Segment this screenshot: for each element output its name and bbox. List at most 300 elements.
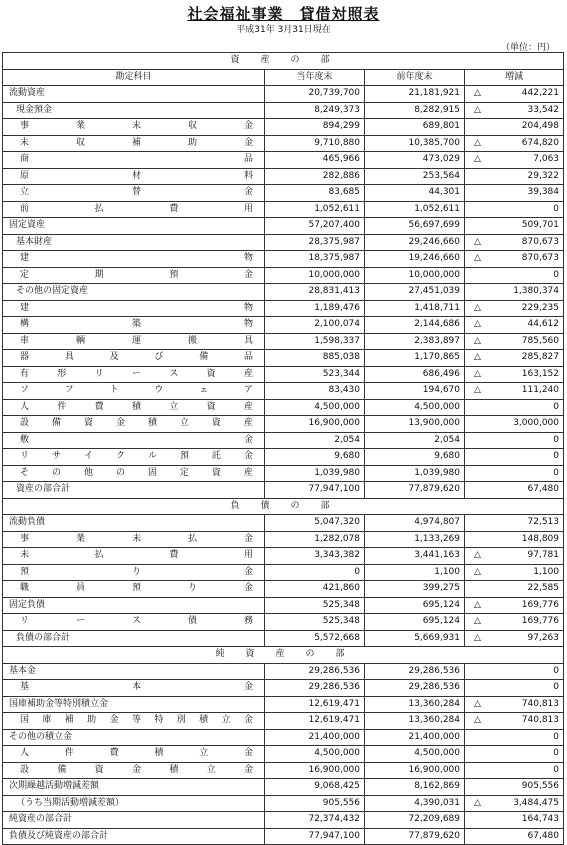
account-name-char: 費: [169, 550, 179, 561]
change-value: 0: [553, 748, 560, 759]
change-value-cell: [465, 366, 564, 383]
change-value-cell: [465, 119, 564, 136]
account-name: 基本財産: [16, 236, 53, 247]
account-name-cell: [3, 300, 265, 317]
account-name-char: 払: [187, 533, 197, 544]
account-name-cell: [3, 317, 265, 334]
change-value-cell: [465, 449, 564, 466]
negative-mark: △: [474, 154, 481, 165]
change-value: 0: [553, 401, 560, 412]
account-name-char: 期: [94, 269, 104, 280]
previous-value: 9,680: [365, 449, 465, 466]
change-value: 0: [553, 269, 560, 280]
table-row: [3, 779, 564, 796]
table-row: [3, 696, 564, 713]
table-row: [3, 482, 564, 499]
change-value: 442,221: [521, 88, 560, 99]
negative-mark: △: [474, 632, 481, 643]
column-header-change: 増減: [465, 69, 564, 86]
current-value: 4,500,000: [265, 746, 365, 763]
account-name: [6, 763, 261, 778]
change-value: 3,000,000: [513, 418, 560, 429]
account-name-cell: [3, 630, 265, 647]
account-name-char: 金: [243, 434, 253, 445]
change-value-cell: [465, 828, 564, 845]
current-value: 4,500,000: [265, 399, 365, 416]
table-row: [3, 795, 564, 812]
account-name: 現金預金: [16, 104, 53, 115]
account-name-cell: [3, 284, 265, 301]
account-name: [6, 334, 261, 349]
account-name-char: 収: [187, 121, 197, 132]
account-name: [6, 713, 261, 728]
account-name-char: の: [51, 467, 61, 478]
current-value: 885,038: [265, 350, 365, 367]
previous-value: 13,360,284: [365, 696, 465, 713]
account-name-char: 用: [243, 203, 253, 214]
table-row: [3, 680, 564, 697]
current-value: 1,282,078: [265, 531, 365, 548]
account-name-char: 預: [131, 583, 141, 594]
change-value-cell: [465, 729, 564, 746]
table-row: [3, 102, 564, 119]
change-value: 0: [553, 731, 560, 742]
change-value: 33,542: [527, 104, 560, 115]
table-row: [3, 515, 564, 532]
change-value-cell: [465, 218, 564, 235]
current-value: 57,207,400: [265, 218, 365, 235]
current-value: 21,400,000: [265, 729, 365, 746]
change-value-cell: [465, 795, 564, 812]
account-name: [6, 367, 261, 382]
negative-mark: △: [474, 550, 481, 561]
account-name-char: 基: [20, 682, 30, 693]
current-value: 525,348: [265, 597, 365, 614]
change-value-cell: [465, 284, 564, 301]
current-value: 20,739,700: [265, 86, 365, 103]
account-name: [6, 548, 261, 563]
account-name-cell: [3, 119, 265, 136]
previous-value: 194,670: [365, 383, 465, 400]
account-name-cell: [3, 531, 265, 548]
table-row: [3, 201, 564, 218]
negative-mark: △: [474, 236, 481, 247]
account-name-char: 設: [20, 764, 30, 775]
account-name-char: 及: [109, 352, 119, 363]
change-value: 740,813: [521, 715, 560, 726]
account-name-char: 物: [243, 319, 253, 330]
account-name-char: そ: [20, 467, 30, 478]
account-name-char: 固: [147, 467, 157, 478]
account-name-char: 金: [115, 418, 125, 429]
account-name-char: 具: [243, 335, 253, 346]
change-value-cell: [465, 812, 564, 829]
change-value: 0: [553, 467, 560, 478]
change-value: 169,776: [521, 616, 560, 627]
account-name: [6, 152, 261, 167]
account-name-char: 金: [131, 764, 141, 775]
account-name-char: り: [131, 566, 141, 577]
negative-mark: △: [474, 599, 481, 610]
account-name-char: ア: [243, 385, 253, 396]
current-value: 2,100,074: [265, 317, 365, 334]
account-name: 国庫補助金等特別積立金: [9, 698, 109, 709]
current-value: 9,068,425: [265, 779, 365, 796]
account-name: 固定負債: [9, 599, 46, 610]
change-value: 204,498: [521, 121, 560, 132]
account-name: 純資産の部合計: [9, 814, 73, 825]
account-name-cell: [3, 432, 265, 449]
account-name: [6, 136, 261, 151]
account-name-cell: [3, 234, 265, 251]
current-value: 905,556: [265, 795, 365, 812]
previous-value: 21,181,921: [365, 86, 465, 103]
account-name-char: 預: [169, 269, 179, 280]
negative-mark: △: [474, 368, 481, 379]
account-name-cell: [3, 201, 265, 218]
previous-value: 13,900,000: [365, 416, 465, 433]
account-name-char: 料: [243, 170, 253, 181]
negative-mark: △: [474, 616, 481, 627]
change-value: 39,384: [527, 187, 560, 198]
section-label: 負 債 の 部: [3, 498, 564, 515]
account-name-cell: [3, 515, 265, 532]
account-name-char: ソ: [20, 385, 30, 396]
table-row: [3, 564, 564, 581]
current-value: 18,375,987: [265, 251, 365, 268]
account-name-cell: [3, 333, 265, 350]
table-row: [3, 465, 564, 482]
account-name-cell: [3, 482, 265, 499]
account-name-char: 預: [179, 451, 189, 462]
account-name-char: 構: [20, 319, 30, 330]
account-name: [6, 614, 261, 629]
table-row: [3, 399, 564, 416]
account-name-cell: [3, 185, 265, 202]
account-name: 固定資産: [9, 220, 46, 231]
account-name-char: 定: [179, 467, 189, 478]
change-value: 29,322: [527, 170, 560, 181]
change-value: 97,781: [527, 550, 560, 561]
account-name-char: 金: [243, 121, 253, 132]
account-name-char: 金: [243, 764, 253, 775]
table-row: [3, 317, 564, 334]
table-row: [3, 548, 564, 565]
change-value-cell: [465, 267, 564, 284]
account-name-char: 前: [20, 203, 30, 214]
table-row: [3, 267, 564, 284]
column-header-item: 勘定科目: [3, 69, 265, 86]
table-row: [3, 663, 564, 680]
account-name: [6, 680, 261, 695]
change-value: 97,263: [527, 632, 560, 643]
table-row: [3, 630, 564, 647]
change-value-cell: [465, 152, 564, 169]
table-row: [3, 234, 564, 251]
account-name-char: リ: [20, 451, 30, 462]
account-name: [6, 532, 261, 547]
account-name-char: 資: [206, 368, 216, 379]
negative-mark: △: [474, 797, 481, 808]
previous-value: 1,170,865: [365, 350, 465, 367]
account-name: [6, 383, 261, 398]
account-name-char: 積: [169, 764, 179, 775]
account-name-char: ス: [131, 616, 141, 627]
change-value: 0: [553, 665, 560, 676]
change-value-cell: [465, 201, 564, 218]
account-name-char: ス: [169, 368, 179, 379]
section-header: [3, 647, 564, 664]
change-value: 870,673: [521, 236, 560, 247]
previous-value: 77,879,620: [365, 482, 465, 499]
account-name-cell: [3, 812, 265, 829]
table-row: [3, 251, 564, 268]
current-value: 2,054: [265, 432, 365, 449]
account-name-char: 積: [154, 748, 164, 759]
change-value: 285,827: [521, 352, 560, 363]
change-value: 7,063: [533, 154, 560, 165]
current-value: 9,710,880: [265, 135, 365, 152]
section-label: 純 資 産 の 部: [3, 647, 564, 664]
account-name-char: 立: [169, 401, 179, 412]
previous-value: 13,360,284: [365, 713, 465, 730]
current-value: 8,249,373: [265, 102, 365, 119]
account-name-char: 築: [131, 319, 141, 330]
table-row: [3, 713, 564, 730]
change-value: 163,152: [521, 368, 560, 379]
account-name-char: 敷: [20, 434, 30, 445]
change-value: 148,809: [521, 533, 560, 544]
document-title: 社会福祉事業 貸借対照表: [187, 5, 380, 23]
account-name-char: 費: [94, 401, 104, 412]
change-value: 67,480: [527, 830, 560, 841]
change-value: 44,612: [527, 319, 560, 330]
account-name-char: 他: [83, 467, 93, 478]
account-name-cell: [3, 251, 265, 268]
table-row: [3, 366, 564, 383]
account-name: その他の固定資産: [16, 286, 89, 297]
account-name-char: 収: [75, 137, 85, 148]
account-name-cell: [3, 729, 265, 746]
account-name-char: 金: [243, 748, 253, 759]
change-value: 0: [553, 764, 560, 775]
change-value-cell: [465, 515, 564, 532]
account-name-char: 物: [243, 302, 253, 313]
section-header: [3, 498, 564, 515]
account-name-char: 金: [243, 269, 253, 280]
negative-mark: △: [474, 566, 481, 577]
previous-value: 77,879,620: [365, 828, 465, 845]
account-name: [6, 251, 261, 266]
previous-value: 3,441,163: [365, 548, 465, 565]
account-name-cell: [3, 465, 265, 482]
account-name-char: ー: [75, 616, 85, 627]
previous-value: 56,697,699: [365, 218, 465, 235]
table-row: [3, 597, 564, 614]
change-value-cell: [465, 399, 564, 416]
change-value-cell: [465, 680, 564, 697]
balance-sheet-table: [2, 52, 564, 845]
previous-value: 16,900,000: [365, 762, 465, 779]
negative-mark: △: [474, 385, 481, 396]
change-value-cell: [465, 630, 564, 647]
account-name-char: 立: [199, 748, 209, 759]
account-name: [6, 581, 261, 596]
current-value: 12,619,471: [265, 713, 365, 730]
section-header-assets: [3, 53, 564, 70]
account-name-char: 替: [131, 187, 141, 198]
account-name-char: の: [115, 467, 125, 478]
change-value-cell: [465, 317, 564, 334]
account-name-char: 立: [20, 187, 30, 198]
account-name-cell: [3, 449, 265, 466]
account-name-char: 立: [179, 418, 189, 429]
change-value-cell: [465, 383, 564, 400]
change-value-cell: [465, 713, 564, 730]
account-name-char: 未: [131, 533, 141, 544]
table-row: [3, 762, 564, 779]
account-name: 基本金: [9, 665, 37, 676]
table-row: [3, 432, 564, 449]
table-row: [3, 86, 564, 103]
account-name: その他の積立金: [9, 731, 73, 742]
previous-value: 695,124: [365, 614, 465, 631]
account-name-char: 預: [20, 566, 30, 577]
account-name: [6, 449, 261, 464]
current-value: 282,886: [265, 168, 365, 185]
negative-mark: △: [474, 88, 481, 99]
table-row: [3, 729, 564, 746]
account-name-char: 建: [20, 253, 30, 264]
account-name-char: 未: [20, 137, 30, 148]
account-name-char: 等: [131, 715, 141, 726]
previous-value: 29,286,536: [365, 663, 465, 680]
change-value-cell: [465, 251, 564, 268]
account-name-char: 設: [20, 418, 30, 429]
account-name-char: 運: [131, 335, 141, 346]
change-value: 1,100: [533, 566, 560, 577]
change-value: 740,813: [521, 698, 560, 709]
account-name: [6, 317, 261, 332]
current-value: 1,039,980: [265, 465, 365, 482]
current-value: 0: [265, 564, 365, 581]
account-name-char: 積: [131, 401, 141, 412]
current-value: 421,860: [265, 581, 365, 598]
change-value-cell: [465, 614, 564, 631]
previous-value: 29,286,536: [365, 680, 465, 697]
change-value-cell: [465, 465, 564, 482]
account-name-cell: [3, 746, 265, 763]
account-name-char: 金: [243, 682, 253, 693]
account-name-char: 事: [20, 533, 30, 544]
table-row: [3, 449, 564, 466]
previous-value: 2,054: [365, 432, 465, 449]
account-name-cell: [3, 713, 265, 730]
account-name-char: 備: [199, 352, 209, 363]
negative-mark: △: [474, 253, 481, 264]
account-name-char: 立: [221, 715, 231, 726]
account-name-char: 定: [20, 269, 30, 280]
change-value: 169,776: [521, 599, 560, 610]
account-name-char: 別: [176, 715, 186, 726]
account-name-cell: [3, 581, 265, 598]
previous-value: 1,039,980: [365, 465, 465, 482]
account-name-char: 商: [20, 154, 30, 165]
account-name-cell: [3, 218, 265, 235]
negative-mark: △: [474, 715, 481, 726]
previous-value: 2,383,897: [365, 333, 465, 350]
change-value: 785,560: [521, 335, 560, 346]
account-name-char: 助: [87, 715, 97, 726]
account-name-char: 器: [20, 352, 30, 363]
account-name-char: 資: [211, 467, 221, 478]
account-name-cell: [3, 366, 265, 383]
table-row: [3, 416, 564, 433]
current-value: 1,598,337: [265, 333, 365, 350]
account-name-cell: [3, 416, 265, 433]
negative-mark: △: [474, 352, 481, 363]
change-value: 229,235: [521, 302, 560, 313]
account-name-cell: [3, 168, 265, 185]
account-name-char: ク: [115, 451, 125, 462]
table-row: [3, 581, 564, 598]
account-name: [6, 433, 261, 448]
current-value: 9,680: [265, 449, 365, 466]
account-name-cell: [3, 663, 265, 680]
account-name: [6, 268, 261, 283]
account-name: [6, 185, 261, 200]
account-name-cell: [3, 762, 265, 779]
previous-value: 4,974,807: [365, 515, 465, 532]
account-name-cell: [3, 350, 265, 367]
previous-value: 253,564: [365, 168, 465, 185]
table-row: [3, 333, 564, 350]
negative-mark: △: [474, 302, 481, 313]
account-name-char: 件: [57, 401, 67, 412]
change-value-cell: [465, 135, 564, 152]
account-name-char: ェ: [199, 385, 209, 396]
change-value: 1,380,374: [513, 286, 560, 297]
account-name-char: 資: [94, 764, 104, 775]
account-name: [6, 169, 261, 184]
current-value: 28,375,987: [265, 234, 365, 251]
current-value: 12,619,471: [265, 696, 365, 713]
account-name: [6, 565, 261, 580]
change-value-cell: [465, 564, 564, 581]
change-value: 0: [553, 451, 560, 462]
negative-mark: △: [474, 319, 481, 330]
column-header-current: 当年度末: [265, 69, 365, 86]
previous-value: 10,000,000: [365, 267, 465, 284]
account-name-char: 債: [187, 616, 197, 627]
account-name-cell: [3, 152, 265, 169]
change-value-cell: [465, 168, 564, 185]
current-value: 523,344: [265, 366, 365, 383]
table-row: [3, 185, 564, 202]
previous-value: 4,390,031: [365, 795, 465, 812]
account-name-char: 金: [243, 533, 253, 544]
previous-value: 1,100: [365, 564, 465, 581]
account-name-char: 産: [243, 418, 253, 429]
change-value-cell: [465, 350, 564, 367]
account-name: [6, 466, 261, 481]
change-value-cell: [465, 548, 564, 565]
change-value: 111,240: [521, 385, 560, 396]
current-value: 83,430: [265, 383, 365, 400]
change-value-cell: [465, 333, 564, 350]
account-name-char: 具: [64, 352, 74, 363]
account-name-char: 員: [75, 583, 85, 594]
